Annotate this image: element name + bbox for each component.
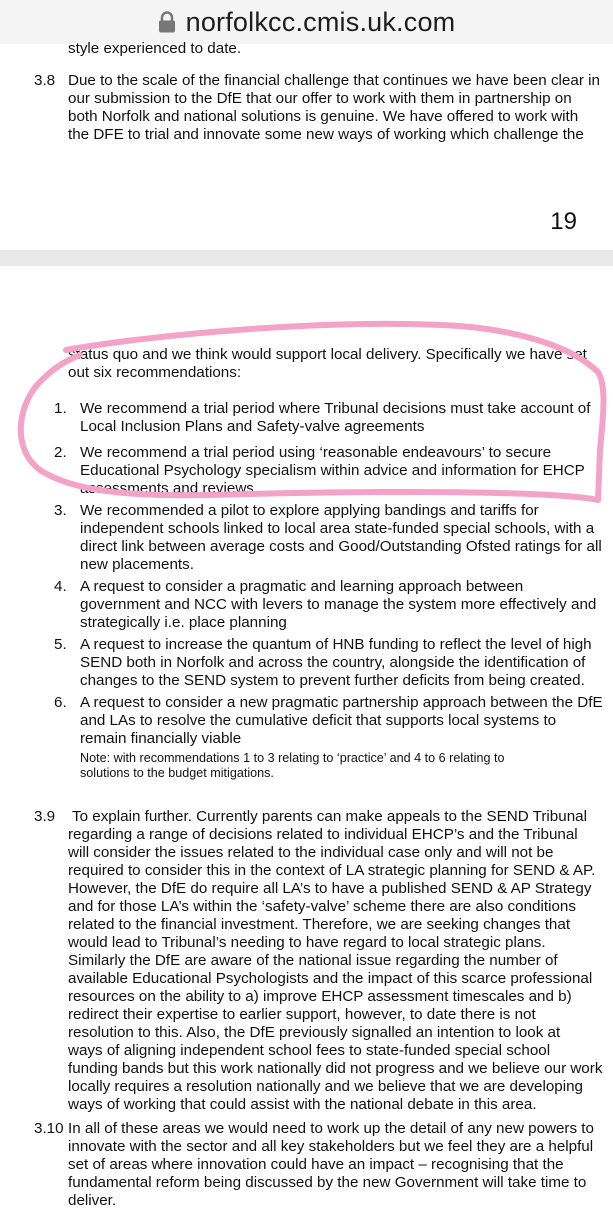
paragraph-line: fundamental reform being discussed by the new Government will take time to <box>68 1174 587 1191</box>
recommendation-line: A request to consider a pragmatic and learning approach between <box>80 578 524 595</box>
recommendation-line: direct link between average costs and Good/Outstanding Ofsted ratings for all <box>80 538 602 555</box>
recommendation-line: A request to increase the quantum of HNB funding to reflect the level of high <box>80 636 592 653</box>
recommendation-number: 5. <box>54 636 67 653</box>
recommendation-line: We recommended a pilot to explore applying bandings and tariffs for <box>80 502 539 519</box>
paragraph-line: funding bands but this work nationally did not progress and we believe our work <box>68 1060 603 1077</box>
paragraph-line: our submission to the DfE that our offer to work with them in partnership on <box>68 90 572 107</box>
recommendation-number: 1. <box>54 400 67 417</box>
paragraph-number: 3.10 <box>34 1120 64 1137</box>
paragraph-line: related to the financial investment. Therefore, we are seeking changes that <box>68 916 571 933</box>
recommendation-line: Local Inclusion Plans and Safety-valve agreements <box>80 418 425 435</box>
paragraph-line: regarding a range of decisions related to individual EHCP’s and the Tribunal <box>68 826 578 843</box>
recommendation-line: strategically i.e. place planning <box>80 614 287 631</box>
note-line: Note: with recommendations 1 to 3 relating to ‘practice’ and 4 to 6 relating to <box>80 751 505 765</box>
paragraph-line: ways of aligning independent school fees to state-funded special school <box>68 1042 551 1059</box>
page-separator <box>0 250 613 266</box>
recommendation-number: 2. <box>54 444 67 461</box>
recommendation-number: 4. <box>54 578 67 595</box>
note-line: solutions to the budget mitigations. <box>80 766 274 780</box>
paragraph-line: set of areas where innovation could have an impact – recognising that the <box>68 1156 564 1173</box>
recommendation-line: We recommend a trial period using ‘reasonable endeavours’ to secure <box>80 444 552 461</box>
top-fragment: style experienced to date. <box>68 40 242 57</box>
paragraph-number: 3.9 <box>34 808 56 825</box>
paragraph-line: deliver. <box>68 1192 117 1209</box>
recommendation-line: A request to consider a new pragmatic partnership approach between the DfE <box>80 694 603 711</box>
paragraph-line: resolution to this. Also, the DfE previously signalled an intention to look at <box>68 1024 561 1041</box>
paragraph-line: would lead to Tribunal’s needing to have regard to local strategic plans. <box>68 934 546 951</box>
recommendation-line: government and NCC with levers to manage the system more effectively and <box>80 596 597 613</box>
recommendation-line: independent schools linked to local area state-funded special schools, with a <box>80 520 595 537</box>
recommendation-line: We recommend a trial period where Tribunal decisions must take account of <box>80 400 591 417</box>
paragraph-line: Due to the scale of the financial challenge that continues we have been clear in <box>68 72 600 89</box>
recommendation-line: new placements. <box>80 556 194 573</box>
browser-url-bar[interactable] <box>0 0 613 44</box>
paragraph-line: Similarly the DfE are aware of the national issue regarding the number of <box>68 952 558 969</box>
paragraph-line: and for those LA’s within the ‘safety-valve’ scheme there are also conditions <box>68 898 576 915</box>
recommendation-line: Educational Psychology specialism within advice and information for EHCP <box>80 462 585 479</box>
paragraph-line: redirect their expertise to earlier support, however, to date there is not <box>68 1006 536 1023</box>
recommendation-line: remain financially viable <box>80 730 242 747</box>
paragraph-number: 3.8 <box>34 72 56 89</box>
lock-icon <box>158 11 176 33</box>
paragraph-line: In all of these areas we would need to work up the detail of any new powers to <box>68 1120 594 1137</box>
paragraph-line: available Educational Psychologists and the impact of this scarce professional <box>68 970 593 987</box>
paragraph-line: ways of working that could assist with the national debate in this area. <box>68 1096 537 1113</box>
paragraph-line: locally requires a resolution nationally and we believe that we are developing <box>68 1078 584 1095</box>
paragraph-line: However, the DfE do require all LA’s to have a published SEND & AP Strategy <box>68 880 592 897</box>
page-number: 19 <box>550 208 577 235</box>
paragraph-line: To explain further. Currently parents can make appeals to the SEND Tribunal <box>72 808 587 825</box>
paragraph-line: innovate with the sector and all key stakeholders but we feel they are a helpful <box>68 1138 594 1155</box>
paragraph-line: will consider the issues related to the individual case only and will not be <box>68 844 554 861</box>
recommendation-line: assessments and reviews <box>80 480 254 497</box>
intro-line: out six recommendations: <box>68 364 242 381</box>
recommendation-line: SEND both in Norfolk and across the country, alongside the identification of <box>80 654 586 671</box>
paragraph-line: both Norfolk and national solutions is genuine. We have offered to work with <box>68 108 579 125</box>
url-domain: norfolkcc.cmis.uk.com <box>185 6 456 37</box>
paragraph-line: resources on the ability to a) improve EHCP assessment timescales and b) <box>68 988 572 1005</box>
paragraph-line: the DFE to trial and innovate some new ways of working which challenge the <box>68 126 584 143</box>
recommendation-number: 3. <box>54 502 67 519</box>
paragraph-line: required to consider this in the context of LA strategic planning for SEND & AP. <box>68 862 596 879</box>
recommendation-line: changes to the SEND system to prevent further deficits from being created. <box>80 672 585 689</box>
intro-line: status quo and we think would support local delivery. Specifically we have set <box>68 346 587 363</box>
recommendation-number: 6. <box>54 694 67 711</box>
recommendation-line: and LAs to resolve the cumulative deficit that supports local systems to <box>80 712 557 729</box>
document-page-20 <box>0 266 613 1209</box>
document-page-19 <box>0 40 613 250</box>
